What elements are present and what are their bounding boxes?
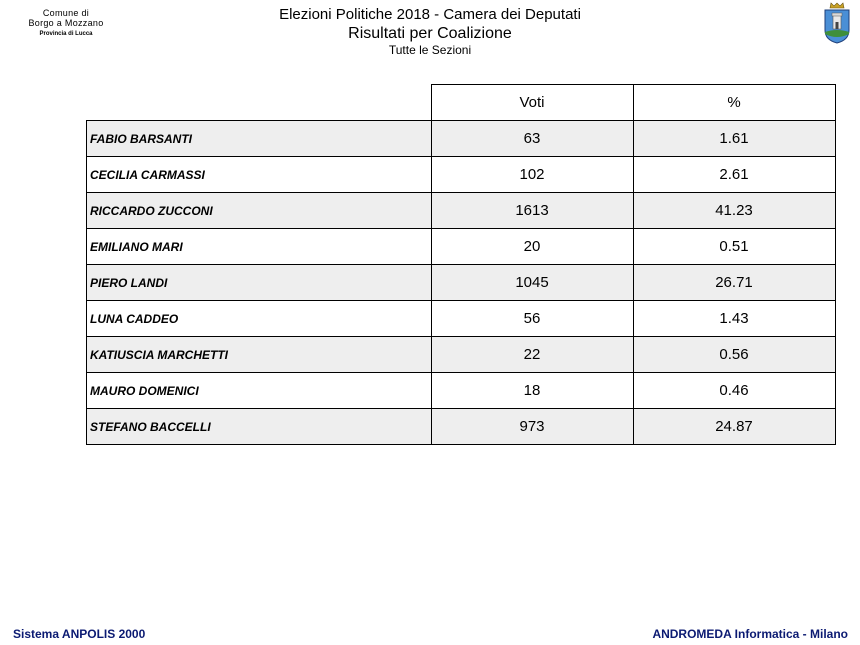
candidate-name: PIERO LANDI <box>87 265 432 301</box>
percent-cell: 1.61 <box>633 121 835 157</box>
report-header <box>0 6 860 57</box>
table-row <box>87 373 836 409</box>
municipality-line-1: Comune di <box>42 8 90 18</box>
footer-system-label: Sistema ANPOLIS 2000 <box>13 627 146 641</box>
report-subtitle: Risultati per Coalizione <box>348 25 512 42</box>
column-header-voti: Voti <box>431 85 633 121</box>
percent-cell: 2.61 <box>633 157 835 193</box>
votes-cell: 22 <box>431 337 633 373</box>
percent-cell: 41.23 <box>633 193 835 229</box>
table-row <box>87 121 836 157</box>
report-sections: Tutte le Sezioni <box>388 43 472 57</box>
percent-cell: 0.56 <box>633 337 835 373</box>
footer-vendor-label: ANDROMEDA Informatica - Milano <box>652 627 848 641</box>
table-row <box>87 265 836 301</box>
votes-cell: 1613 <box>431 193 633 229</box>
report-title: Elezioni Politiche 2018 - Camera dei Deputati <box>279 6 581 23</box>
table-row <box>87 301 836 337</box>
candidate-name: RICCARDO ZUCCONI <box>87 193 432 229</box>
province-label: Provincia di Lucca <box>39 31 93 37</box>
votes-cell: 102 <box>431 157 633 193</box>
votes-cell: 973 <box>431 409 633 445</box>
table-row <box>87 409 836 445</box>
header-blank-cell <box>87 85 432 121</box>
percent-cell: 24.87 <box>633 409 835 445</box>
votes-cell: 63 <box>431 121 633 157</box>
votes-cell: 20 <box>431 229 633 265</box>
candidate-name: MAURO DOMENICI <box>87 373 432 409</box>
table-row <box>87 337 836 373</box>
table-row <box>87 157 836 193</box>
candidate-name: KATIUSCIA MARCHETTI <box>87 337 432 373</box>
candidate-name: EMILIANO MARI <box>87 229 432 265</box>
percent-cell: 0.46 <box>633 373 835 409</box>
percent-cell: 26.71 <box>633 265 835 301</box>
percent-cell: 1.43 <box>633 301 835 337</box>
table-row <box>87 193 836 229</box>
percent-cell: 0.51 <box>633 229 835 265</box>
votes-cell: 1045 <box>431 265 633 301</box>
candidate-name: STEFANO BACCELLI <box>87 409 432 445</box>
table-header-row <box>87 85 836 121</box>
candidate-name: LUNA CADDEO <box>87 301 432 337</box>
table-row <box>87 229 836 265</box>
candidate-name: FABIO BARSANTI <box>87 121 432 157</box>
municipal-crest-icon <box>822 2 852 44</box>
results-table <box>86 84 836 445</box>
votes-cell: 56 <box>431 301 633 337</box>
votes-cell: 18 <box>431 373 633 409</box>
municipality-name: Borgo a Mozzano <box>28 18 104 28</box>
column-header-percent: % <box>633 85 835 121</box>
candidate-name: CECILIA CARMASSI <box>87 157 432 193</box>
